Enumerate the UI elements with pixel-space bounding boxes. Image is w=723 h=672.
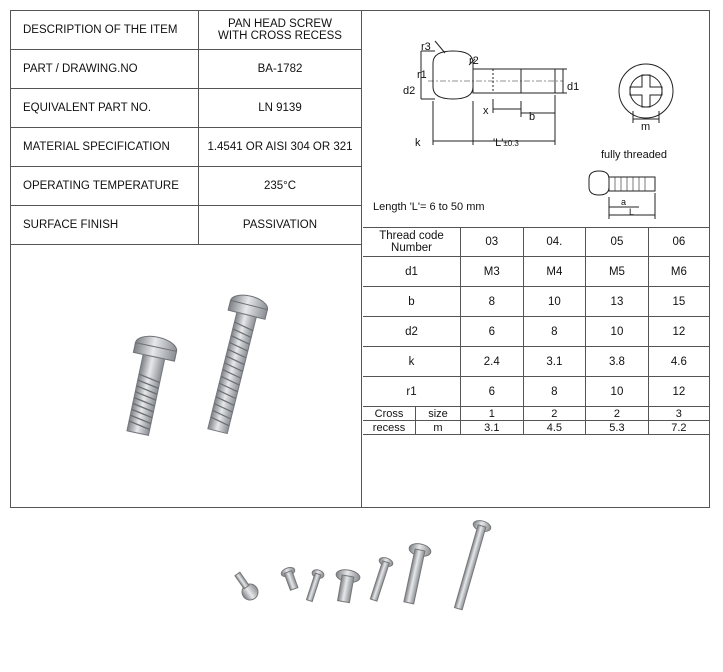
thread-code-label: Thread code — [379, 229, 444, 242]
dim-header-row — [363, 227, 709, 257]
screw-small-1 — [231, 569, 261, 603]
spec-row-material — [11, 128, 361, 167]
label-d1: d1 — [567, 81, 580, 93]
dim-row-recess-m — [363, 421, 709, 435]
value-cell: 15 — [648, 287, 709, 317]
spec-row-equivalent — [11, 89, 361, 128]
spec-value — [199, 11, 362, 50]
spec-table — [11, 11, 361, 245]
spec-label: EQUIVALENT PART NO. — [11, 89, 199, 128]
value-cell: 6 — [461, 317, 524, 347]
long-screw-image — [199, 292, 269, 436]
label-L-small: L — [629, 207, 635, 217]
value-cell: M3 — [461, 257, 524, 287]
technical-drawing — [363, 11, 709, 228]
value-cell: 5.3 — [586, 421, 649, 435]
value-cell: M5 — [586, 257, 649, 287]
screw-small-3 — [304, 568, 325, 602]
spec-value: LN 9139 — [199, 89, 362, 128]
value-cell: 4.5 — [523, 421, 586, 435]
value-cell: 3.1 — [461, 421, 524, 435]
dim-row-k — [363, 347, 709, 377]
left-column — [11, 11, 362, 507]
value-cell: 13 — [586, 287, 649, 317]
size-label: size — [416, 407, 461, 421]
value-cell: 4.6 — [648, 347, 709, 377]
label-d2: d2 — [403, 85, 416, 97]
row-label: r1 — [363, 377, 461, 407]
value-cell: 8 — [523, 377, 586, 407]
dim-row-r1 — [363, 377, 709, 407]
spec-label: OPERATING TEMPERATURE — [11, 167, 199, 206]
value-cell: M4 — [523, 257, 586, 287]
label-m: m — [641, 121, 651, 133]
spec-label: PART / DRAWING.NO — [11, 50, 199, 89]
spec-row-surface — [11, 206, 361, 245]
spec-value-line2: WITH CROSS RECESS — [218, 30, 342, 42]
value-cell: 3.8 — [586, 347, 649, 377]
code-cell: 05 — [586, 227, 649, 257]
row-label: d1 — [363, 257, 461, 287]
spec-value: 235°C — [199, 167, 362, 206]
short-screw-image — [117, 333, 178, 438]
recess-label: recess — [363, 421, 416, 435]
value-cell: 10 — [586, 377, 649, 407]
spec-label: MATERIAL SPECIFICATION — [11, 128, 199, 167]
value-cell: 1 — [461, 407, 524, 421]
code-cell: 06 — [648, 227, 709, 257]
spec-row-temperature — [11, 167, 361, 206]
dim-row-d2 — [363, 317, 709, 347]
cross-label: Cross — [363, 407, 416, 421]
spec-row-description — [11, 11, 361, 50]
drawing-svg — [363, 11, 709, 227]
label-a: a — [621, 197, 627, 207]
dim-row-d1 — [363, 257, 709, 287]
label-k: k — [415, 137, 421, 149]
code-cell: 03 — [461, 227, 524, 257]
row-label: d2 — [363, 317, 461, 347]
spec-value: PASSIVATION — [199, 206, 362, 245]
screw-assortment-photo — [230, 520, 500, 624]
screw-medium-2 — [367, 556, 394, 602]
spec-value-line1: PAN HEAD SCREW — [228, 18, 332, 30]
value-cell: 8 — [461, 287, 524, 317]
value-cell: 10 — [586, 317, 649, 347]
value-cell: M6 — [648, 257, 709, 287]
dim-row-cross-size — [363, 407, 709, 421]
screw-large-2 — [450, 520, 492, 611]
value-cell: 10 — [523, 287, 586, 317]
row-label: k — [363, 347, 461, 377]
fully-threaded-label: fully threaded — [601, 149, 668, 161]
value-cell: 3.1 — [523, 347, 586, 377]
screw-small-2 — [280, 566, 301, 591]
spec-value: 1.4541 OR AISI 304 OR 321 — [199, 128, 362, 167]
label-b: b — [529, 111, 536, 123]
value-cell: 2 — [586, 407, 649, 421]
screw-large-1 — [398, 542, 432, 605]
value-cell: 2 — [523, 407, 586, 421]
value-cell: 12 — [648, 377, 709, 407]
spec-label: SURFACE FINISH — [11, 206, 199, 245]
value-cell: 8 — [523, 317, 586, 347]
spec-label: DESCRIPTION OF THE ITEM — [11, 11, 199, 50]
spec-value: BA-1782 — [199, 50, 362, 89]
product-photo — [11, 247, 361, 507]
value-cell: 12 — [648, 317, 709, 347]
code-cell: 04. — [523, 227, 586, 257]
thread-number-label: Number — [391, 241, 432, 254]
m-label: m — [416, 421, 461, 435]
row-label: b — [363, 287, 461, 317]
spec-sheet — [10, 10, 710, 508]
label-x: x — [483, 105, 489, 117]
dimension-table — [363, 227, 709, 435]
label-r2: r2 — [469, 55, 479, 67]
value-cell: 2.4 — [461, 347, 524, 377]
screw-medium-1 — [332, 568, 361, 604]
value-cell: 6 — [461, 377, 524, 407]
spec-row-part-no — [11, 50, 361, 89]
label-L: 'L'±0.3 — [493, 137, 519, 149]
length-note: Length 'L'= 6 to 50 mm — [373, 201, 485, 213]
dim-row-b — [363, 287, 709, 317]
label-r3: r3 — [421, 41, 431, 53]
value-cell: 3 — [648, 407, 709, 421]
label-r1: r1 — [417, 69, 427, 81]
thread-code-header — [363, 227, 461, 257]
value-cell: 7.2 — [648, 421, 709, 435]
